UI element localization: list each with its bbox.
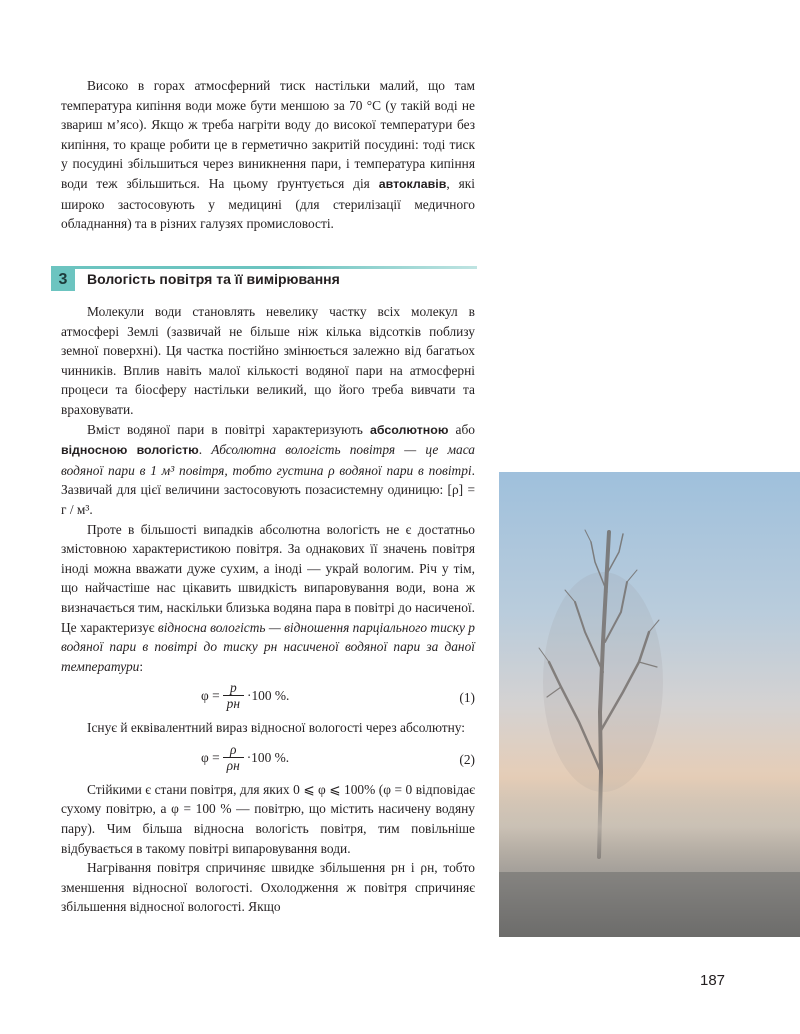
page-number: 187 xyxy=(700,972,726,989)
term-relative: відносною вологістю xyxy=(61,443,199,458)
paragraph-humidity-types: Вміст водяної пари в повітрі характеризують абсолютною або відносною вологістю. Абсолютна вологість повітря — це маса водяної пари в 1 м³ повітря, тобто густина ρ водяної пари в повітрі. Зазвичай для цієї величини застосовують позасистемну одиницю: [ρ] = г / м³. xyxy=(61,421,475,517)
paragraph-molecules: Молекули води становлять невелику частку всіх молекул в атмосфері Землі (зазвичай не більше ніж кілька відсотків поблизу земної поверхні). Ця частка постійно змінюється залежно від багатьох чинників. Вплив навіть малої кількості водяної пари на атмосферні процеси та біосферу настільки великий, що його треба вивчати та враховувати. xyxy=(61,304,475,417)
formula-2-fraction: $\frac{\rho}{\rho н}$ xyxy=(223,742,244,773)
formula-2-number: (2) xyxy=(459,751,475,767)
section-rule xyxy=(51,266,477,269)
ground xyxy=(499,872,800,937)
section-title: Вологість повітря та її вимірювання xyxy=(87,271,340,287)
formula-1: φ = $\frac{p}{pн}$ ·100 %. (1) xyxy=(201,680,475,712)
definition-absolute: Абсолютна вологість повітря — це маса водяної пари в 1 м³ повітря, тобто густина ρ водяної пари в повітрі xyxy=(61,442,475,478)
section-body xyxy=(61,302,475,917)
foggy-tree-illustration xyxy=(499,472,800,937)
paragraph-equivalent: Існує й еквівалентний вираз відносної вологості через абсолютну: xyxy=(87,720,466,736)
definition-relative: відносна вологість — відношення парціального тиску p водяної пари в повітрі до тиску pн насиченої водяної пари за даної температури xyxy=(61,619,475,674)
paragraph-heating: Нагрівання повітря спричиняє швидке збільшення pн і ρн, тобто зменшення відносної вологості. Охолодження ж повітря спричиняє збільшення відносної вологості. Якщо xyxy=(61,860,475,915)
formula-1-number: (1) xyxy=(459,690,475,706)
foggy-tree-photo xyxy=(499,472,800,937)
section-number: 3 xyxy=(51,269,75,291)
formula-1-fraction: $\frac{p}{pн}$ xyxy=(223,680,244,711)
term-absolute: абсолютною xyxy=(370,422,449,437)
section-header xyxy=(51,266,477,294)
tree-crown-haze xyxy=(543,572,663,792)
paragraph-stable-states: Стійкими є стани повітря, для яких 0 ⩽ φ ⩽ 100% (φ = 0 відповідає сухому повітрю, а φ = 100 % — повітрю, що містить насичену водяну пару). Чим більша відносна вологість повітря, тим повільніше відбувається в такому повітрі випаровування води. xyxy=(61,781,475,856)
intro-block xyxy=(61,76,475,234)
fog-band xyxy=(499,772,800,882)
term-autoclaves: автоклавів xyxy=(378,176,447,191)
intro-paragraph: Високо в горах атмосферний тиск настільки малий, що там температура кипіння води може бути меншою за 70 °С (у такій воді не звариш м’ясо). Якщо ж треба нагріти воду до високої температури без кипіння, то краще робити це в герметично закритій посудині: тоді тиск у посудині збільшиться через виникнення пари, і температура кипіння води теж збільшиться. На цьому ґрунтується дія автоклавів, які широко застосовують у медицині (для стерилізації медичного обладнання) та в різних галузях промисловості. xyxy=(61,78,475,232)
paragraph-relative-humidity: Проте в більшості випадків абсолютна вологість не є достатньо змістовною характеристикою повітря. За однакових її значень повітря іноді можна вважати дуже сухим, а іноді — украй вологим. Річ у тім, що найчастіше нас цікавить швидкість випаровування води, вона ж визначається тим, наскільки близька водяна пара в повітрі до насиченої. Це характеризує відносна вологість — відношення парціального тиску p водяної пари в повітрі до тиску pн насиченої водяної пари за даної температури: xyxy=(61,521,475,674)
formula-2: φ = $\frac{\rho}{\rho н}$ ·100 %. (2) xyxy=(201,741,475,773)
